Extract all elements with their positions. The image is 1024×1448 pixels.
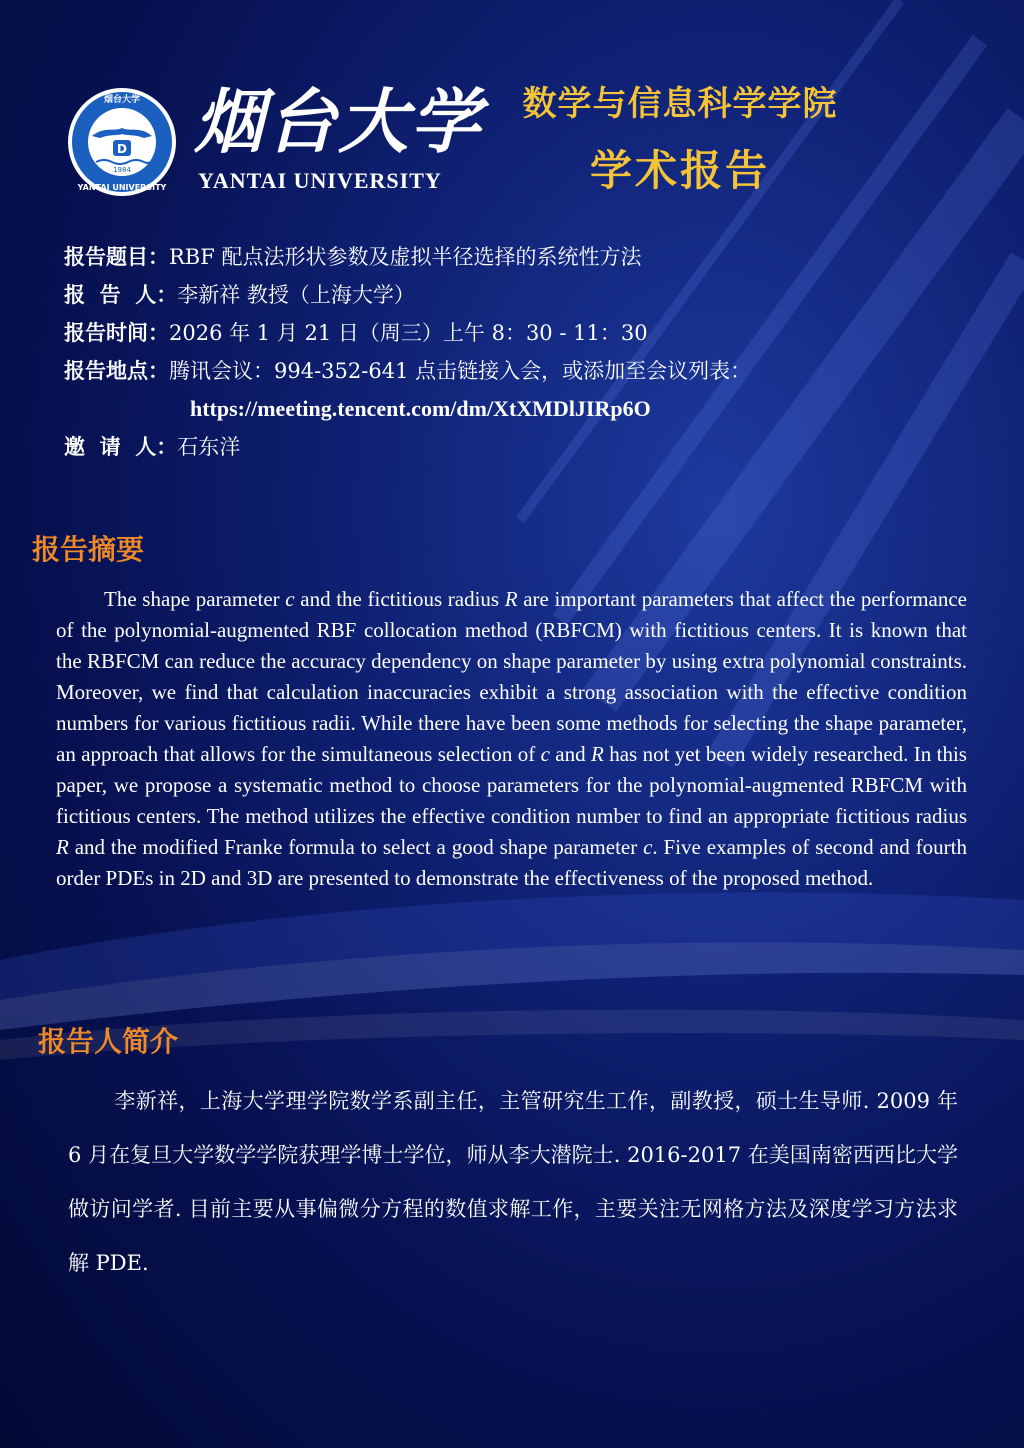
report-venue: 腾讯会议：994-352-641 点击链接入会，或添加至会议列表：	[169, 359, 752, 383]
info-speaker-row	[64, 276, 964, 314]
info-title-row	[64, 238, 964, 276]
time-label: 报告时间：	[64, 320, 169, 345]
logo-year: 1984	[113, 166, 131, 174]
info-time-row	[64, 314, 964, 352]
venue-label: 报告地点：	[64, 358, 169, 383]
svg-text:D: D	[117, 142, 127, 156]
info-venue-row	[64, 352, 964, 390]
speaker: 李新祥 教授（上海大学）	[177, 283, 415, 307]
report-time: 2026 年 1 月 21 日（周三）上午 8：30 - 11：30	[169, 321, 648, 345]
bio-heading: 报告人简介	[38, 1025, 179, 1058]
university-seal-logo	[66, 86, 178, 198]
bio-text: 李新祥，上海大学理学院数学系副主任，主管研究生工作，副教授，硕士生导师. 2009 年 6 月在复旦大学数学学院获理学博士学位，师从李大潜院士. 2016-2017 在美国南密西西比大学做访问学者. 目前主要从事偏微分方程的数值求解工作，主要关注无网格方法及深度学习方法求解 PDE.	[68, 1089, 958, 1275]
inviter: 石东洋	[177, 435, 241, 459]
report-title: RBF 配点法形状参数及虚拟半径选择的系统性方法	[169, 245, 642, 269]
title-label: 报告题目：	[64, 244, 169, 269]
abstract-text: The shape parameter c and the fictitious radius R are important parameters that affect the performance of the polynomial-augmented RBF collocation method (RBFCM) with fictitious centers. It is known that the RBFCM can reduce the accuracy dependency on shape parameter by using extra polynomial constraints. Moreover, we find that calculation inaccuracies exhibit a strong association with the effective condition numbers for various fictitious radii. While there have been some methods for selecting the shape parameter, an approach that allows for the simultaneous selection of c and R has not yet been widely researched. In this paper, we propose a systematic method to choose parameters for the polynomial-augmented RBFCM with fictitious centers. The method utilizes the effective condition number to find an appropriate fictitious radius R and the modified Franke formula to select a good shape parameter c. Five examples of second and fourth order PDEs in 2D and 3D are presented to demonstrate the effectiveness of the proposed method.	[56, 587, 968, 890]
inviter-label: 邀 请 人：	[64, 434, 178, 459]
logo-text-top: 烟台大学	[103, 95, 141, 105]
meeting-link[interactable]: https://meeting.tencent.com/dm/XtXMDlJIRp6O	[190, 396, 651, 421]
logo-text-bottom: YANTAI UNIVERSITY	[77, 183, 167, 192]
info-inviter-row	[64, 428, 964, 466]
report-info	[64, 238, 964, 466]
speaker-label: 报 告 人：	[64, 282, 178, 307]
report-type-title: 学术报告	[589, 146, 770, 195]
university-name-en: YANTAI UNIVERSITY	[198, 168, 442, 193]
university-name: 烟台大学	[194, 80, 482, 163]
school-name: 数学与信息科学学院	[522, 84, 838, 124]
abstract-heading: 报告摘要	[32, 533, 145, 566]
